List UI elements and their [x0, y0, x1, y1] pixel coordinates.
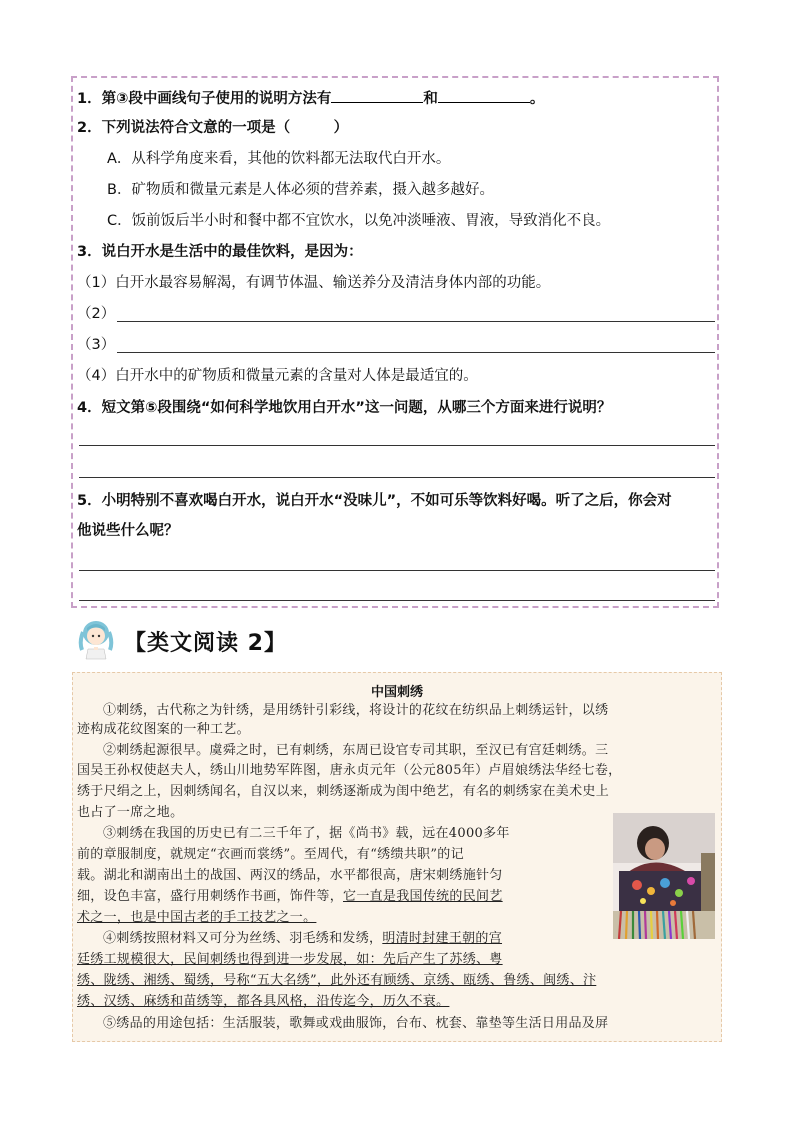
p3-line-1: ③刺绣在我国的历史已有二三千年了，据《尚书》载，远在4000多年 [103, 826, 510, 841]
question-5-line-2: 他说些什么呢？ [77, 523, 179, 539]
reading-passage [72, 672, 722, 1042]
p1-line-1: ①刺绣，古代称之为针绣，是用绣针引彩线，将设计的花纹在纺织品上刺绣运针，以绣 [103, 703, 609, 718]
q4-answer-line-2[interactable] [79, 477, 715, 478]
embroidery-photo [613, 813, 715, 939]
q3-item-3-label: （3） [77, 337, 116, 353]
section-header [72, 616, 472, 660]
option-b: B．矿物质和微量元素是人体必须的营养素，摄入越多越好。 [107, 182, 494, 198]
question-2-stem: 2．下列说法符合文意的一项是（ ） [77, 120, 349, 136]
q3-answer-line-2[interactable] [117, 321, 715, 322]
q5-answer-line-1[interactable] [79, 570, 715, 571]
q3-answer-line-3[interactable] [117, 352, 715, 353]
p5-line-1: ⑤绣品的用途包括：生活服装，歌舞或戏曲服饰，台布、枕套、靠垫等生活日用品及屏 [103, 1016, 609, 1031]
option-a: A．从科学角度来看，其他的饮料都无法取代白开水。 [107, 151, 451, 167]
question-4-stem: 4．短文第⑤段围绕“如何科学地饮用白开水”这一问题，从哪三个方面来进行说明？ [77, 400, 612, 416]
underlined-sentence: 它一直是我国传统的民间艺 [343, 889, 503, 904]
question-1: 1．第③段中画线句子使用的说明方法有 和 。 [77, 88, 544, 109]
p2-line-3: 绣于尺绢之上，因刺绣闻名，自汉以来，刺绣逐渐成为闺中绝艺，有名的刺绣家在美术史上 [77, 784, 610, 799]
question-3-stem: 3．说白开水是生活中的最佳饮料，是因为： [77, 244, 363, 260]
answer-blank-1[interactable] [331, 88, 423, 103]
section-title: 【类文阅读 2】 [124, 631, 287, 656]
p4-line-3: 绣、陇绣、湘绣、蜀绣，号称“五大名绣”，此外还有顾绣、京绣、瓯绣、鲁绣、闽绣、汴 [77, 973, 597, 988]
answer-blank-2[interactable] [438, 88, 530, 103]
p1-line-2: 迹构成花纹图案的一种工艺。 [77, 722, 250, 737]
question-5-line-1: 5．小明特别不喜欢喝白开水，说白开水“没味儿”，不如可乐等饮料好喝。听了之后，你会对 [77, 493, 672, 509]
passage-title: 中国刺绣 [370, 685, 423, 700]
p3-line-5: 术之一，也是中国古老的手工技艺之一。 [77, 910, 317, 925]
p2-line-2: 国吴王孙权使赵夫人，绣山川地势军阵图，唐永贞元年（公元805年）卢眉娘绣法华经七卷， [77, 763, 622, 778]
p2-line-4: 也占了一席之地。 [77, 805, 184, 820]
q4-answer-line-1[interactable] [79, 445, 715, 446]
p4-line-1: ④刺绣按照材料又可分为丝绣、羽毛绣和发绣，明清时封建王朝的宫 [103, 931, 503, 946]
q3-item-4: （4）白开水中的矿物质和微量元素的含量对人体是最适宜的。 [77, 368, 478, 384]
q3-item-1: （1）白开水最容易解渴，有调节体温、输送养分及清洁身体内部的功能。 [77, 275, 551, 291]
girl-mascot-icon [76, 616, 120, 660]
p4-line-2: 廷绣工规模很大，民间刺绣也得到进一步发展，如：先后产生了苏绣、粤 [77, 952, 503, 967]
p3-line-3: 载。湖北和湖南出土的战国、两汉的绣品，水平都很高，唐宋刺绣施针匀 [77, 868, 503, 883]
questions-box [71, 76, 719, 608]
q3-item-2-label: （2） [77, 306, 116, 322]
p3-line-2: 前的章服制度，就规定“衣画而裳绣”。至周代，有“绣缋共职”的记 [77, 847, 464, 862]
q5-answer-line-2[interactable] [79, 600, 715, 601]
p4-line-4: 绣、汉绣、麻绣和苗绣等，都各具风格，沿传迄今，历久不衰。 [77, 994, 450, 1009]
option-c: C．饭前饭后半小时和餐中都不宜饮水，以免冲淡唾液、胃液，导致消化不良。 [107, 213, 611, 229]
p3-line-4: 细，设色丰富，盛行用刺绣作书画，饰件等，它一直是我国传统的民间艺 [77, 889, 503, 904]
p2-line-1: ②刺绣起源很早。虞舜之时，已有刺绣，东周已设官专司其职，至汉已有宫廷刺绣。三 [103, 743, 609, 758]
